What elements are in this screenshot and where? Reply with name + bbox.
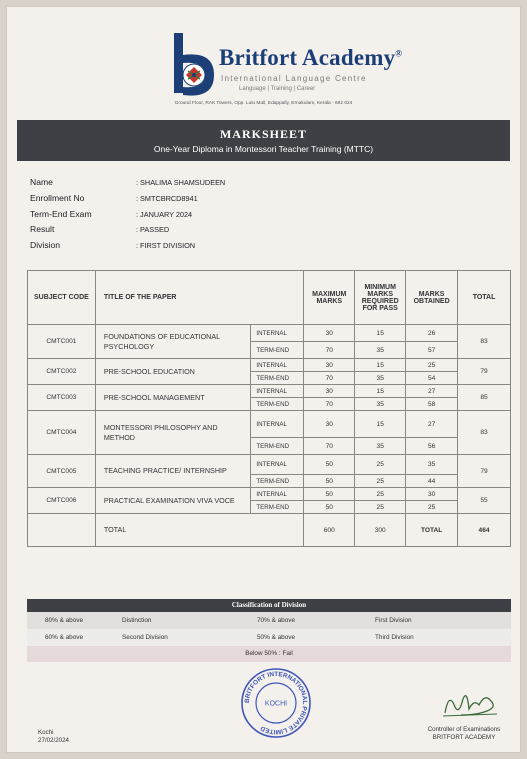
grand-total: 464 xyxy=(458,514,511,547)
termend-max: 70 xyxy=(304,438,355,455)
internal-min: 25 xyxy=(355,455,406,475)
subject-code: CMTC003 xyxy=(28,385,96,411)
subject-total: 55 xyxy=(458,488,511,514)
subject-code: CMTC006 xyxy=(28,488,96,514)
part-internal: INTERNAL xyxy=(251,359,304,372)
classification-box xyxy=(27,599,511,662)
paper-title: PRE-SCHOOL EDUCATION xyxy=(95,359,251,385)
subject-total: 79 xyxy=(458,359,511,385)
col-subject-code: SUBJECT CODE xyxy=(28,271,96,325)
place-date xyxy=(38,729,69,745)
internal-min: 15 xyxy=(355,359,406,372)
totals-label: TOTAL xyxy=(95,514,303,547)
subject-total: 79 xyxy=(458,455,511,488)
internal-min: 15 xyxy=(355,325,406,342)
termend-max: 70 xyxy=(304,342,355,359)
subject-total: 85 xyxy=(458,385,511,411)
fail-criteria: Below 50% : Fail xyxy=(27,646,511,662)
paper-title: TEACHING PRACTICE/ INTERNSHIP xyxy=(95,455,251,488)
internal-max: 30 xyxy=(304,359,355,372)
termend-min: 35 xyxy=(355,438,406,455)
part-internal: INTERNAL xyxy=(251,325,304,342)
internal-min: 15 xyxy=(355,385,406,398)
totals-obtained-label: TOTAL xyxy=(406,514,458,547)
subtagline: Language | Training | Career xyxy=(239,86,316,92)
internal-obtained: 25 xyxy=(406,359,458,372)
termend-min: 35 xyxy=(355,372,406,385)
table-row xyxy=(28,359,511,372)
internal-max: 50 xyxy=(304,455,355,475)
part-termend: TERM-END xyxy=(251,475,304,488)
address: Ground Floor, RAK Towers, Opp. Lulu Mall, Edappally, Ernakulam, Kerala - 682 024 xyxy=(174,101,353,106)
part-termend: TERM-END xyxy=(251,342,304,359)
part-internal: INTERNAL xyxy=(251,488,304,501)
marksheet-document: Britfort Academy® International Language Centre Language | Training | Career Ground Floor, RAK Towers, Opp. Lulu Mall, Edappally, Ernakulam, Kerala - 682 024 MARKSHEET One-Year Diploma in Montessori Teacher Training (MTTC) Name : SHALIMA SHAMSUDEEN Enrollment No : SMTCBRCD8941 Term-End Exam : JANUARY 2024 Result : PASSED Division : FIRST DIVISION SUBJECT CODE TITLE OF THE PAPER MAXIMUM MARKS MINIMUM MARKS REQUIRED FOR PASS MARKS OBTAINED TOTAL CMTC001 FOUNDATIONS OF EDUCATIONAL PSYCHOLOGY INTERNAL 30 15 26 83 TERM-END 70 35 57 CMTC002 PRE-SCHOOL EDUCATION INTERNAL 30 15 25 79 TERM-END 70 35 54 CMTC003 PRE-SCHOOL MANAGEMENT INTERNAL 30 15 27 85 TERM-END 70 35 58 CMTC004 MONTESSORI PHILOSOPHY AND METHOD INTERNAL 30 15 27 83 TERM-END 70 35 56 CMTC005 TEACHING PRACTICE/ INTERNSHIP INTERNAL 50 25 35 79 TERM-END 50 25 44 CMTC006 PRACTICAL EXAMINATION VIVA VOCE INTERNAL 50 25 30 55 TERM-END 50 25 25 TOTAL 600 300 TOTAL 464 Classification of Division 80% & above Distinction 70% & above First Division 60% & above Second Division 50% & above Third Division Below 50% : Fail BRITFORT INTERNATIONAL PRIVATE LIMITED KOCHI Kochi 27/02/2024 Controller of Examinations BRITFORT ACADEMY xyxy=(6,6,521,753)
termend-max: 70 xyxy=(304,372,355,385)
paper-title: FOUNDATIONS OF EDUCATIONAL PSYCHOLOGY xyxy=(95,325,251,359)
paper-title: PRE-SCHOOL MANAGEMENT xyxy=(95,385,251,411)
table-row xyxy=(28,385,511,398)
table-row xyxy=(28,488,511,501)
paper-title: PRACTICAL EXAMINATION VIVA VOCE xyxy=(95,488,251,514)
totals-max: 600 xyxy=(304,514,355,547)
issue-date: 27/02/2024 xyxy=(38,737,69,744)
col-min-marks: MINIMUM MARKS REQUIRED FOR PASS xyxy=(355,271,406,325)
subject-code: CMTC005 xyxy=(28,455,96,488)
part-termend: TERM-END xyxy=(251,501,304,514)
brand-name: Britfort Academy® xyxy=(219,45,403,70)
termend-max: 50 xyxy=(304,501,355,514)
classification-row: 60% & above Second Division 50% & above Third Division xyxy=(27,629,511,646)
internal-obtained: 30 xyxy=(406,488,458,501)
britfort-b-logo-icon xyxy=(170,33,220,101)
table-row xyxy=(28,325,511,342)
internal-min: 25 xyxy=(355,488,406,501)
termend-min: 35 xyxy=(355,342,406,359)
termend-obtained: 54 xyxy=(406,372,458,385)
totals-blank xyxy=(28,514,96,547)
subject-code: CMTC002 xyxy=(28,359,96,385)
header xyxy=(7,31,520,103)
part-internal: INTERNAL xyxy=(251,385,304,398)
termend-min: 35 xyxy=(355,398,406,411)
totals-min: 300 xyxy=(355,514,406,547)
part-termend: TERM-END xyxy=(251,438,304,455)
marks-table xyxy=(27,270,511,547)
internal-max: 30 xyxy=(304,411,355,438)
table-row xyxy=(28,411,511,438)
svg-text:KOCHI: KOCHI xyxy=(264,700,288,708)
subject-total: 83 xyxy=(458,411,511,455)
termend-obtained: 58 xyxy=(406,398,458,411)
seal-stamp-icon xyxy=(240,667,312,739)
part-termend: TERM-END xyxy=(251,372,304,385)
termend-min: 25 xyxy=(355,475,406,488)
marksheet-heading: MARKSHEET xyxy=(219,127,307,141)
termend-max: 70 xyxy=(304,398,355,411)
col-marks-obtained: MARKS OBTAINED xyxy=(406,271,458,325)
signatory-title: Controller of Examinations xyxy=(427,726,501,733)
table-header-row xyxy=(28,271,511,325)
internal-obtained: 26 xyxy=(406,325,458,342)
internal-max: 50 xyxy=(304,488,355,501)
subject-code: CMTC001 xyxy=(28,325,96,359)
part-termend: TERM-END xyxy=(251,398,304,411)
termend-min: 25 xyxy=(355,501,406,514)
internal-obtained: 27 xyxy=(406,385,458,398)
course-title: One-Year Diploma in Montessori Teacher Training (MTTC) xyxy=(153,144,374,154)
classification-row: 80% & above Distinction 70% & above First Division xyxy=(27,612,511,629)
signatory-org: BRITFORT ACADEMY xyxy=(432,734,496,741)
col-max-marks: MAXIMUM MARKS xyxy=(304,271,355,325)
internal-max: 30 xyxy=(304,385,355,398)
termend-max: 50 xyxy=(304,475,355,488)
svg-text:BRITFORT INTERNATIONAL PRIVATE: BRITFORT INTERNATIONAL PRIVATE LIMITED xyxy=(243,670,309,736)
signatory xyxy=(412,726,516,742)
part-internal: INTERNAL xyxy=(251,455,304,475)
termend-obtained: 44 xyxy=(406,475,458,488)
tagline: International Language Centre xyxy=(221,74,367,83)
internal-obtained: 35 xyxy=(406,455,458,475)
totals-row xyxy=(28,514,511,547)
termend-obtained: 56 xyxy=(406,438,458,455)
subject-code: CMTC004 xyxy=(28,411,96,455)
paper-title: MONTESSORI PHILOSOPHY AND METHOD xyxy=(95,411,251,455)
termend-obtained: 25 xyxy=(406,501,458,514)
col-total: TOTAL xyxy=(458,271,511,325)
part-internal: INTERNAL xyxy=(251,411,304,438)
internal-max: 30 xyxy=(304,325,355,342)
table-row xyxy=(28,455,511,475)
classification-heading: Classification of Division xyxy=(27,599,511,612)
subject-total: 83 xyxy=(458,325,511,359)
title-bar xyxy=(17,120,510,161)
termend-obtained: 57 xyxy=(406,342,458,359)
internal-obtained: 27 xyxy=(406,411,458,438)
signature-icon xyxy=(441,685,501,719)
place: Kochi xyxy=(38,729,54,736)
col-paper-title: TITLE OF THE PAPER xyxy=(95,271,303,325)
internal-min: 15 xyxy=(355,411,406,438)
